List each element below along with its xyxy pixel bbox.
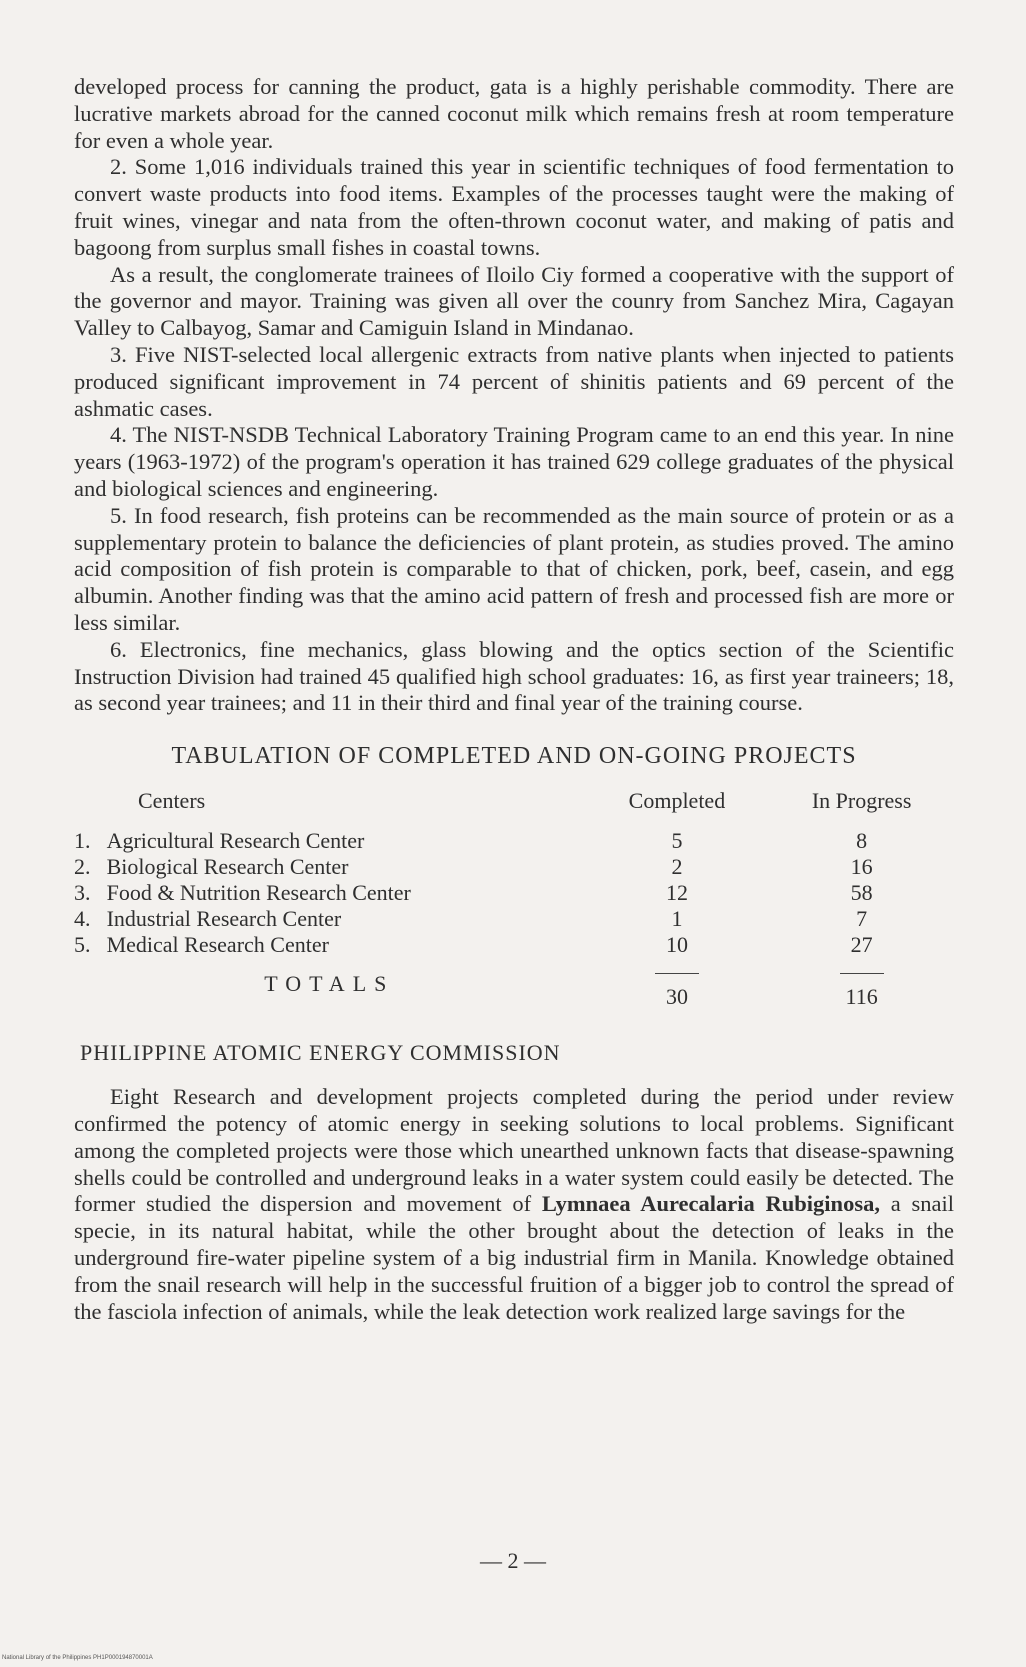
paragraph-gata: developed process for canning the product, gata is a highly perishable commodity. There are lucrative markets abroad for the canned coconut milk which remains fresh at room temperature for even a whole year.: [74, 74, 954, 153]
table-title: TABULATION OF COMPLETED AND ON-GOING PROJECTS: [171, 743, 857, 770]
sum-rule: [840, 973, 884, 974]
completed-count: 5: [671, 828, 683, 854]
table-row: [74, 906, 954, 932]
section-heading: PHILIPPINE ATOMIC ENERGY COMMISSION: [80, 1040, 561, 1066]
total-in-progress: 116: [845, 984, 878, 1010]
totals-row: [74, 958, 954, 1010]
page-content: [74, 74, 954, 1325]
total-completed: 30: [665, 984, 688, 1010]
paragraph-training-program: 4. The NIST-NSDB Technical Laboratory Training Program came to an end this year. In nine years (1963-1972) of the program's operation it has trained 629 college graduates of the physical and biological sciences and engineering.: [74, 422, 954, 501]
completed-count: 1: [671, 906, 683, 932]
sum-rule: [655, 973, 699, 974]
in-progress-count: 8: [856, 828, 868, 854]
table-row: [74, 932, 954, 958]
center-name: Biological Research Center: [106, 854, 349, 880]
paragraph-iloilo-cooperative: As a result, the conglomerate trainees of Iloilo Ciy formed a cooperative with the support of the governor and mayor. Training was given all over the counry from Sanchez Mira, Cagayan Valley to Calbayog, Samar and Camiguin Island in Mindanao.: [74, 261, 954, 341]
in-progress-count: 27: [850, 932, 873, 958]
table-row: [74, 880, 954, 906]
row-number: 2.: [74, 854, 91, 880]
page-number: — 2 —: [480, 1548, 546, 1573]
completed-count: 12: [665, 880, 688, 906]
center-name: Agricultural Research Center: [106, 828, 365, 854]
row-number: 1.: [74, 828, 91, 854]
paragraph-scientific-instruction: 6. Electronics, fine mechanics, glass blowing and the optics section of the Scientific Instruction Division had trained 45 qualified high school graduates: 16, as first year traineers; 18, as second year trainees; and 11 in their third and final year of the training course.: [74, 636, 954, 716]
paragraph-food-fermentation: 2. Some 1,016 individuals trained this year in scientific techniques of food fermentation to convert waste products into food items. Examples of the processes taught were the making of fruit wines, vinegar and nata from the often-thrown coconut water, and making of patis and bagoong from surplus small fishes in coastal towns.: [74, 154, 954, 260]
paragraph-text: a snail specie, in its natural habitat, while the other brought about the detection of leaks in the underground fire-water pipeline system of a big industrial firm in Manila. Knowledge obtained from the snail research will help in the successful fruition of a bigger job to control the spread of the fasciola infection of animals, while the leak detection work realized large savings for the: [74, 1191, 955, 1324]
row-number: 4.: [74, 906, 91, 932]
row-number: 5.: [74, 932, 91, 958]
in-progress-count: 16: [850, 854, 873, 880]
center-name: Food & Nutrition Research Center: [106, 880, 411, 906]
in-progress-count: 58: [850, 880, 873, 906]
table-row: [74, 828, 954, 854]
library-footer: National Library of the Philippines PH1P000194870001A: [2, 1655, 153, 1661]
table-header-row: [74, 788, 954, 828]
header-centers: Centers: [138, 788, 206, 814]
in-progress-count: 7: [856, 906, 868, 932]
header-completed: Completed: [628, 788, 726, 814]
totals-label: TOTALS: [264, 971, 395, 997]
center-name: Medical Research Center: [106, 932, 329, 958]
header-in-progress: In Progress: [811, 788, 912, 814]
paragraph-allergenic-extracts: 3. Five NIST-selected local allergenic extracts from native plants when injected to patients produced significant improvement in 74 percent of shinitis patients and 69 percent of the ashmatic cases.: [74, 341, 954, 421]
completed-count: 2: [671, 854, 683, 880]
row-number: 3.: [74, 880, 91, 906]
center-name: Industrial Research Center: [106, 906, 342, 932]
species-name: Lymnaea Aurecalaria Rubiginosa,: [541, 1191, 880, 1217]
paragraph-fish-proteins: 5. In food research, fish proteins can be recommended as the main source of protein or as a supplementary protein to balance the deficiencies of plant protein, as studies proved. The amino acid composition of fish protein is comparable to that of chicken, pork, beef, casein, and egg albumin. Another finding was that the amino acid pattern of fresh and processed fish are more or less similar.: [74, 502, 954, 635]
projects-table: [74, 788, 954, 1010]
paragraph-text: Eight Research and development projects completed during the period under review confirmed the potency of atomic energy in seeking solutions to local problems. Significant among the completed projects were those which unearthed unknown facts that disease-spawning shells could be controlled and underground leaks in a water system could easily be detected. The former studied the dispersion and movement of: [74, 1084, 954, 1217]
completed-count: 10: [665, 932, 688, 958]
paragraph-atomic-energy: [74, 1084, 954, 1325]
table-row: [74, 854, 954, 880]
